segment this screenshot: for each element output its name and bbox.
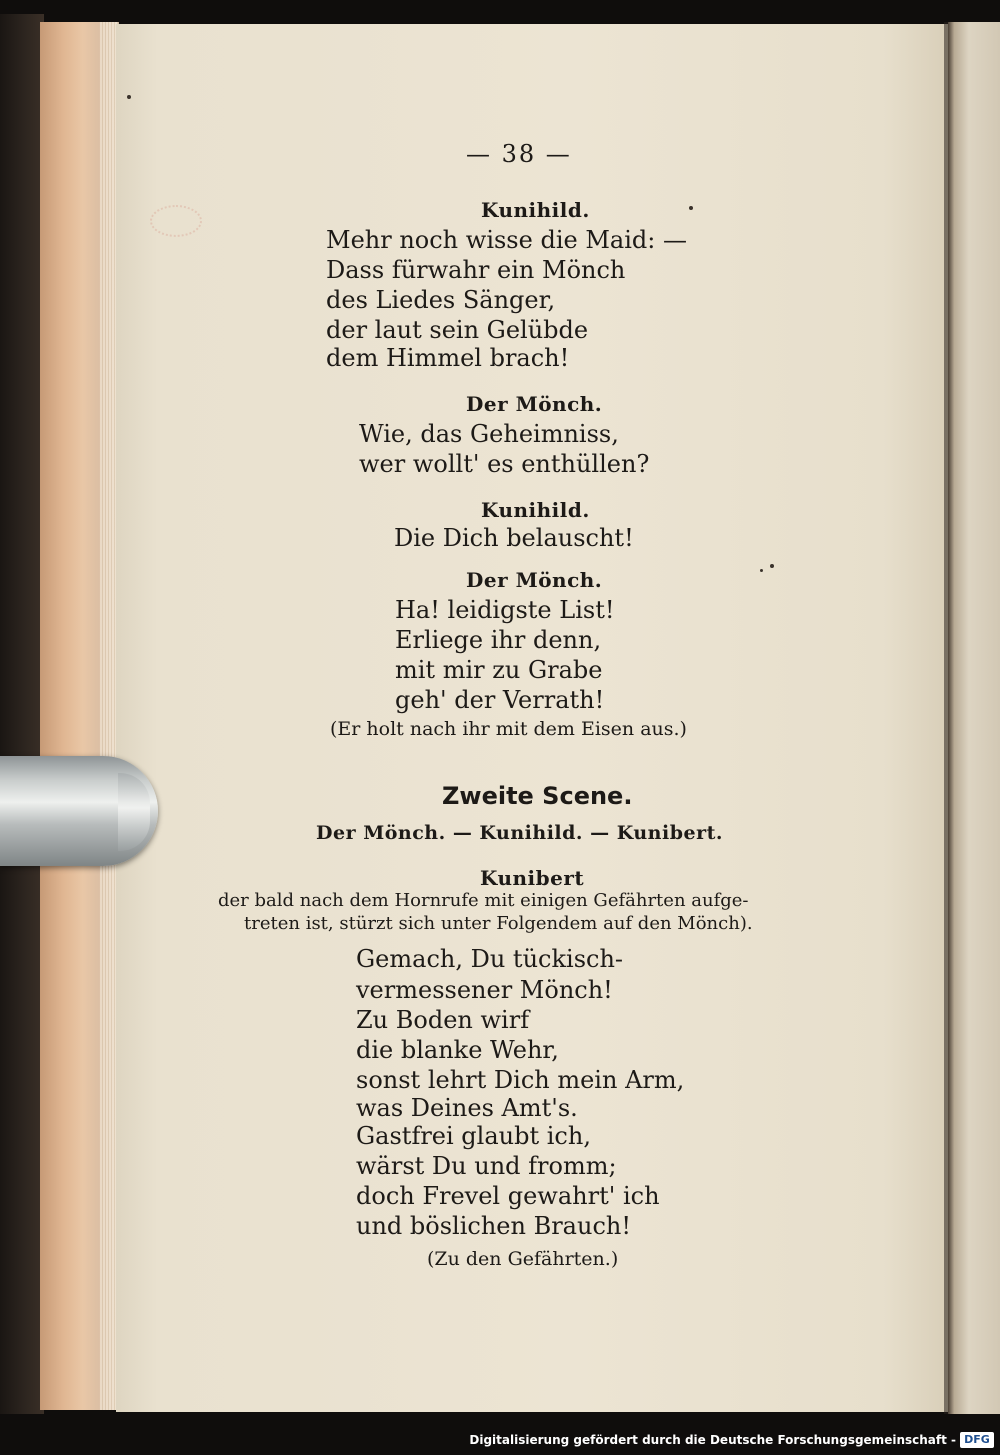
speaker-label: Der Mönch. <box>466 568 603 592</box>
verse-line: der laut sein Gelübde <box>326 316 589 344</box>
stage-direction: treten ist, stürzt sich unter Folgendem auf den Mönch). <box>244 913 753 934</box>
stamp-bleedthrough <box>150 205 202 237</box>
cast-list: Der Mönch. — Kunihild. — Kunibert. <box>316 822 723 844</box>
verse-line: und böslichen Brauch! <box>356 1212 631 1240</box>
speck-mark <box>760 569 763 572</box>
scene-heading: Zweite Scene. <box>442 782 633 810</box>
stage-direction: der bald nach dem Hornrufe mit einigen Gefährten aufge- <box>218 890 749 911</box>
speaker-label: Kunibert <box>480 866 585 890</box>
verse-line: wer wollt' es enthüllen? <box>359 450 650 478</box>
verse-line: mit mir zu Grabe <box>395 656 603 684</box>
speck-mark <box>127 95 131 99</box>
verse-line: Dass fürwahr ein Mönch <box>326 256 626 284</box>
funding-credit: Digitalisierung gefördert durch die Deutsche Forschungsgemeinschaft - <box>469 1433 956 1447</box>
verse-line: die blanke Wehr, <box>356 1036 559 1064</box>
speaker-label: Kunihild. <box>481 498 590 522</box>
verse-line: Erliege ihr denn, <box>395 626 602 654</box>
stage-direction: (Er holt nach ihr mit dem Eisen aus.) <box>330 718 687 740</box>
verse-line: doch Frevel gewahrt' ich <box>356 1182 660 1210</box>
verse-line: was Deines Amt's. <box>356 1094 578 1122</box>
verse-line: dem Himmel brach! <box>326 344 570 372</box>
verse-line: des Liedes Sänger, <box>326 286 556 314</box>
verse-line: Ha! leidigste List! <box>395 596 615 624</box>
stage-direction: (Zu den Gefährten.) <box>427 1248 619 1270</box>
verse-line: geh' der Verrath! <box>395 686 605 714</box>
verse-line: Gemach, Du tückisch- <box>356 945 624 973</box>
verse-line: Wie, das Geheimniss, <box>359 420 619 448</box>
verse-line: Gastfrei glaubt ich, <box>356 1122 591 1150</box>
verse-line: sonst lehrt Dich mein Arm, <box>356 1066 685 1094</box>
speck-mark <box>770 564 774 568</box>
verse-line: Zu Boden wirf <box>356 1006 530 1034</box>
verse-line: vermessener Mönch! <box>356 976 613 1004</box>
page-number: — 38 — <box>466 140 572 168</box>
facing-page-edge <box>948 22 1000 1414</box>
book-cover-edge <box>0 14 44 1414</box>
dfg-logo-icon: DFG <box>960 1432 994 1448</box>
speaker-label: Der Mönch. <box>466 392 603 416</box>
speck-mark <box>689 206 693 210</box>
verse-line: wärst Du und fromm; <box>356 1152 617 1180</box>
speaker-label: Kunihild. <box>481 198 590 222</box>
verse-line: Die Dich belauscht! <box>394 524 634 552</box>
verse-line: Mehr noch wisse die Maid: — <box>326 226 687 254</box>
